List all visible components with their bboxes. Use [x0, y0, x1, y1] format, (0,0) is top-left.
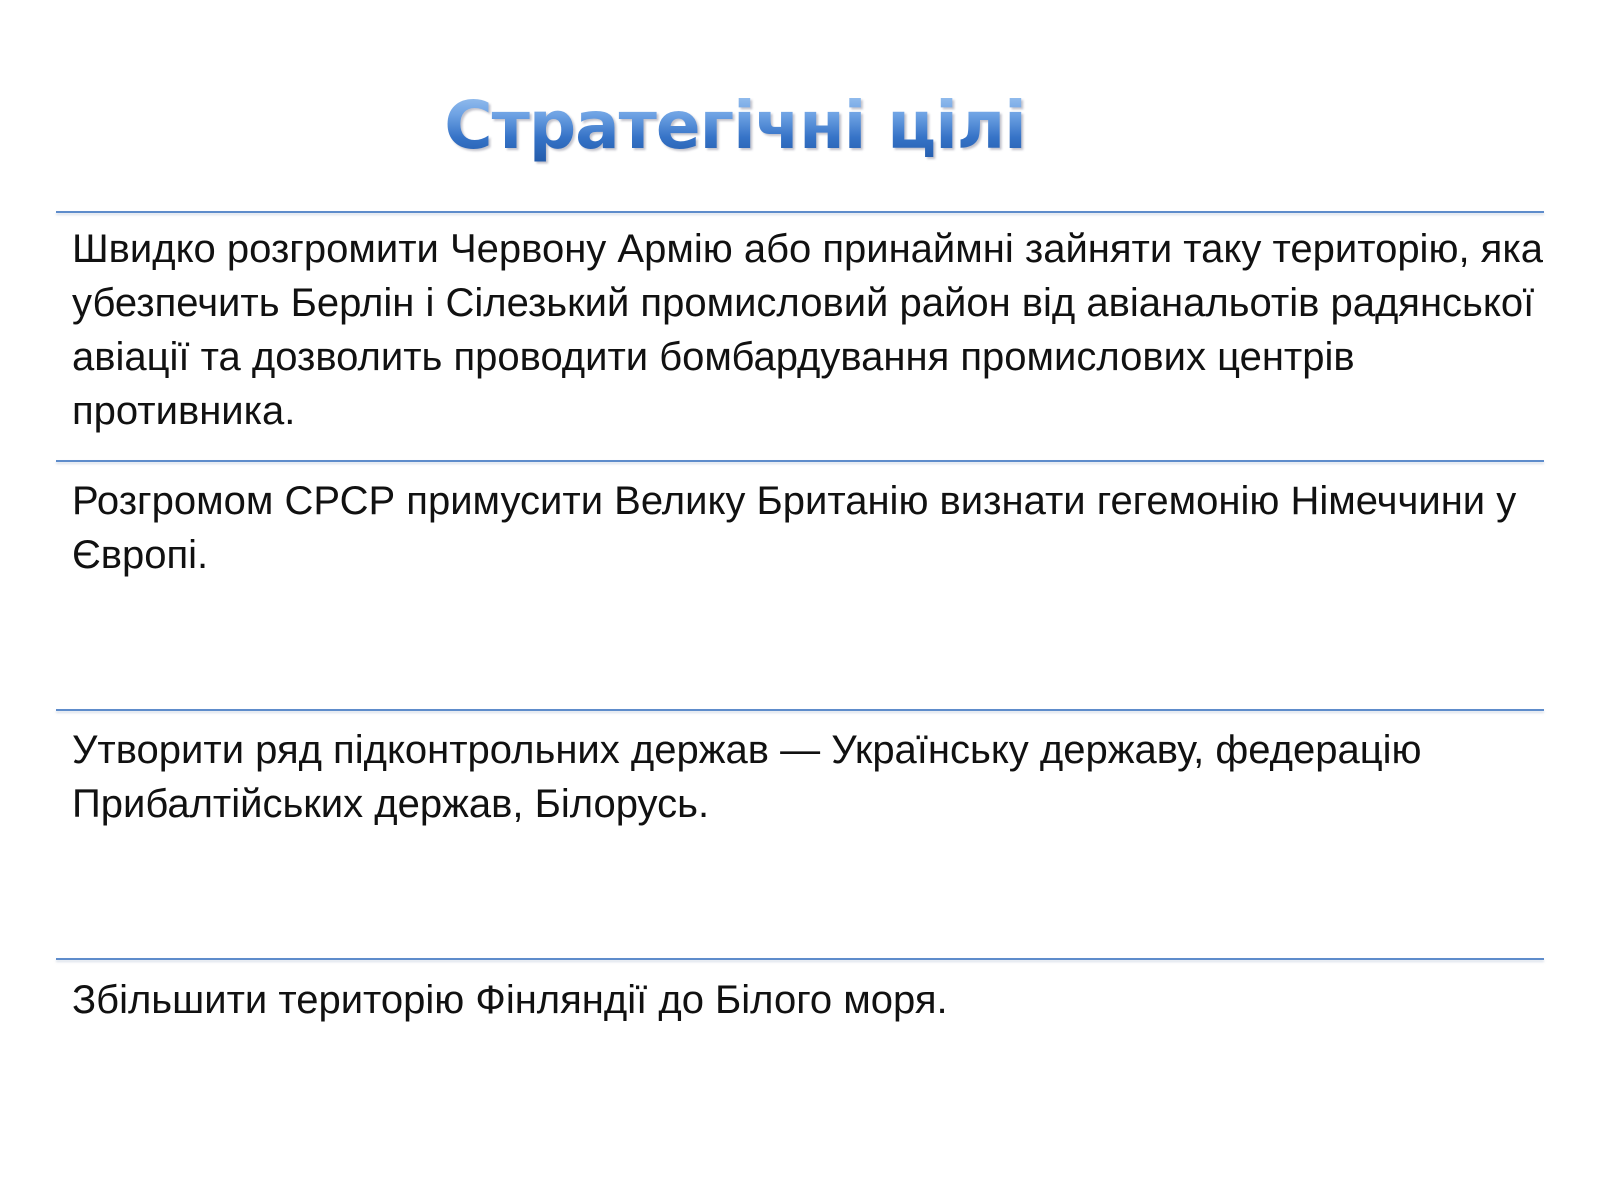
divider-line: [56, 211, 1544, 213]
divider-line: [56, 460, 1544, 462]
goal-item-4: Збільшити територію Фінляндії до Білого моря.: [72, 978, 948, 1022]
goal-item-1: Швидко розгромити Червону Армію або принаймні зайняти таку територію, яка убезпечить Берлін і Сілезький промисловий район від авіанальотів радянської авіації та дозволить проводити бомбардування промислових центрів противника.: [72, 227, 1543, 433]
slide-title: Стратегічні цілі: [0, 86, 1470, 166]
divider-line: [56, 709, 1544, 711]
divider-line: [56, 958, 1544, 960]
goal-item-3: Утворити ряд підконтрольних держав — Українську державу, федерацію Прибалтійських держав, Білорусь.: [72, 728, 1422, 826]
goal-item-2: Розгромом СРСР примусити Велику Британію визнати гегемонію Німеччини у Європі.: [72, 479, 1517, 577]
